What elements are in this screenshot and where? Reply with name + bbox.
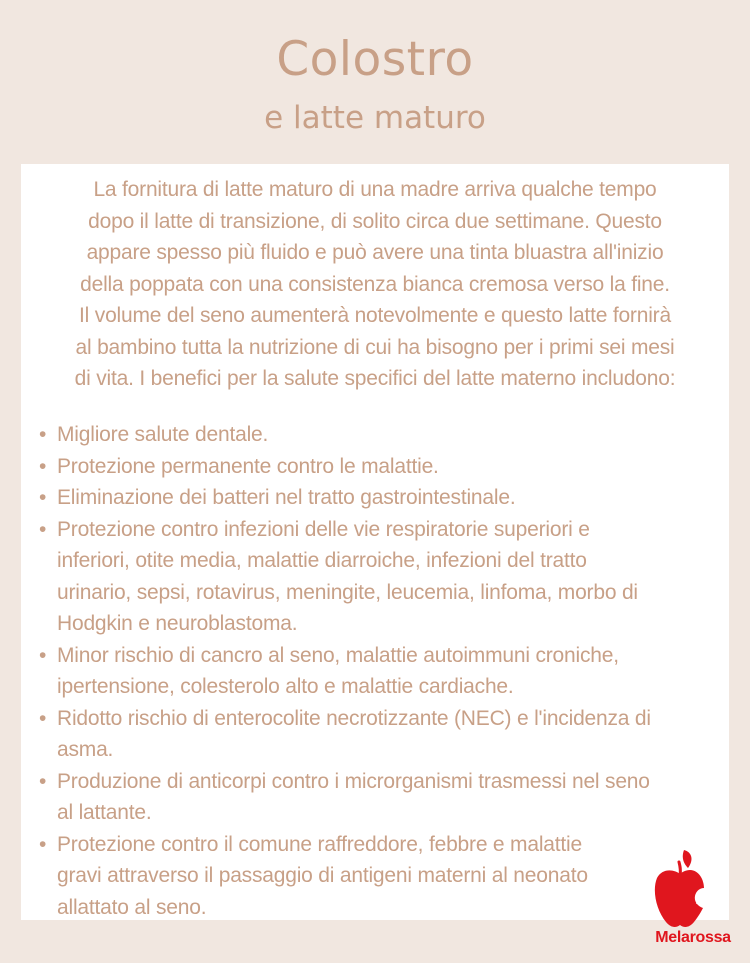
intro-line: Il volume del seno aumenterà notevolmente e questo latte fornirà — [79, 304, 671, 327]
intro-line: La fornitura di latte maturo di una madre arriva qualche tempo — [93, 178, 657, 201]
list-item — [39, 419, 699, 451]
list-item-text: ipertensione, colesterolo alto e malattie cardiache. — [57, 675, 514, 698]
bullet-icon: • — [39, 517, 47, 541]
bullet-icon: • — [39, 832, 47, 856]
list-item-text: Protezione contro il comune raffreddore, febbre e malattie — [57, 832, 582, 856]
list-item — [39, 640, 699, 703]
brand-logo — [636, 846, 750, 956]
list-item-text: urinario, sepsi, rotavirus, meningite, leucemia, linfoma, morbo di — [57, 580, 638, 604]
list-item — [39, 829, 699, 924]
intro-line: appare spesso più fluido e può avere una tinta bluastra all'inizio — [86, 241, 664, 264]
bullet-icon: • — [39, 454, 47, 478]
intro-line: al bambino tutta la nutrizione di cui ha bisogno per i primi sei mesi — [75, 335, 675, 359]
list-item — [39, 451, 699, 483]
list-item — [39, 482, 699, 514]
list-item-text: Hodgkin e neuroblastoma. — [57, 612, 298, 635]
benefits-list — [39, 419, 699, 923]
list-item — [39, 703, 699, 766]
list-item-text: Protezione permanente contro le malattie. — [57, 454, 439, 478]
page-title: Colostro — [276, 32, 474, 87]
list-item-text: Ridotto rischio di enterocolite necrotizzante (NEC) e l'incidenza di — [57, 706, 651, 730]
intro-line: dopo il latte di transizione, di solito circa due settimane. Questo — [88, 209, 662, 233]
apple-icon — [654, 848, 706, 930]
intro-line: della poppata con una consistenza bianca cremosa verso la fine. — [80, 272, 670, 296]
brand-name: Melarossa — [655, 929, 731, 946]
list-item-text: Protezione contro infezioni delle vie respiratorie superiori e — [57, 517, 590, 541]
bullet-icon: • — [39, 769, 47, 793]
list-item-text: inferiori, otite media, malattie diarroiche, infezioni del tratto — [57, 549, 587, 572]
list-item — [39, 514, 699, 640]
list-item-text: Produzione di anticorpi contro i microrganismi trasmessi nel seno — [57, 769, 650, 793]
list-item-text: Minor rischio di cancro al seno, malattie autoimmuni croniche, — [57, 643, 619, 667]
list-item-text: al lattante. — [57, 801, 152, 824]
intro-paragraph — [35, 174, 715, 395]
bullet-icon: • — [39, 706, 47, 730]
intro-line: di vita. I benefici per la salute specifici del latte materno includono: — [74, 367, 676, 390]
content-card — [21, 164, 729, 920]
list-item-text: Eliminazione dei batteri nel tratto gastrointestinale. — [57, 486, 516, 509]
bullet-icon: • — [39, 423, 47, 446]
list-item-text: asma. — [57, 738, 114, 761]
list-item — [39, 766, 699, 829]
list-item-text: Migliore salute dentale. — [57, 423, 269, 446]
list-item-text: allattato al seno. — [57, 895, 207, 919]
bullet-icon: • — [39, 643, 47, 667]
bullet-icon: • — [39, 486, 47, 509]
page-subtitle: e latte maturo — [264, 100, 486, 136]
list-item-text: gravi attraverso il passaggio di antigeni materni al neonato — [57, 864, 588, 887]
